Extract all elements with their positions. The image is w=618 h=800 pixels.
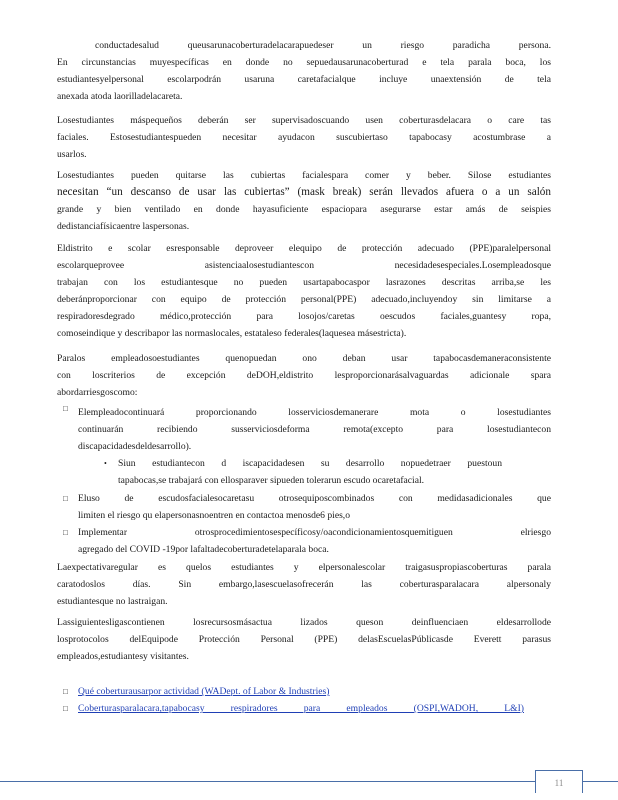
text-line: estudiantesyelpersonal escolarpodrán usaruna caretafacialque incluye unaextensión de tela — [57, 74, 551, 85]
paragraph-7 — [57, 614, 551, 665]
bullet-item — [63, 490, 551, 524]
text-line: dedistanciafísicaentre laspersonas. — [57, 221, 190, 232]
page-number-box — [535, 770, 583, 793]
text-line: Eldistrito e scolar esresponsable deproveer elequipo de protección adecuado (PPE)paralelpersonal — [57, 243, 551, 254]
sub-bullet-item — [104, 455, 502, 489]
paragraph-6 — [57, 559, 551, 610]
text-line: faciales. Estosestudiantespueden necesitar ayudacon suscubiertaso tapabocasy acostumbrase a — [57, 132, 551, 143]
link-item — [63, 700, 524, 717]
checkbox-bullet-icon: □ — [63, 704, 68, 713]
paragraph-2 — [57, 112, 551, 163]
text-line: comoseindique y describapor las normaslocales, estataleso federales(laquesea másestricta). — [57, 328, 407, 339]
text-line: conductadesalud queusarunacoberturadelacarapuedeser un riesgo paradicha persona. — [95, 40, 551, 51]
text-line: escolarqueprovee asistenciaalosestudiantescon necesidadesespeciales.Losempleadosque — [57, 260, 551, 271]
text-line: necesitan “un descanso de usar las cubiertas” (mask break) serán llevados afuera o a un salón — [57, 186, 551, 198]
text-line: tapabocas,se trabajará con ellosparaver sipueden tolerarun escudo ocaretafacial. — [118, 475, 425, 486]
checkbox-bullet-icon: □ — [63, 687, 68, 696]
text-line: Paralos empleadosoestudiantes quenopuedan ono deban usar tapabocasdemaneraconsistente — [57, 353, 551, 364]
text-line: Eluso de escudosfacialesocaretasu otrosequiposcombinados con medidasadicionales que — [78, 493, 551, 504]
dot-bullet-icon: • — [104, 459, 107, 468]
text-line: anexada atoda laorilladelacareta. — [57, 91, 183, 102]
text-line: grande y bien ventilado en donde hayasuficiente espaciopara asegurarse estar amás de seispies — [57, 204, 551, 215]
text-line: Elempleadocontinuará proporcionando losserviciosdemanerare mota o losestudiantes — [78, 407, 551, 418]
text-line: estudiantesque no lastraigan. — [57, 596, 168, 607]
text-line: respiradoresdegrado médico,protección para losojos/caretas oescudos faciales,guantesy ropa, — [57, 311, 551, 322]
checkbox-bullet-icon: □ — [63, 528, 68, 537]
bullet-item — [63, 524, 551, 558]
link-coverage-by-activity[interactable]: Qué coberturausarpor actividad (WADept. of Labor & Industries) — [78, 686, 330, 697]
text-line: caratodoslos días. Sin embargo,lasescuelasofrecerán las coberturasparalacara alpersonaly — [57, 579, 551, 590]
text-line: usarlos. — [57, 149, 87, 160]
text-line: Siun estudiantecon d iscapacidadesen su desarrollo nopuedetraer puestoun — [118, 458, 502, 469]
text-line: con loscriterios de excepción deDOH,eldistrito lesproporcionarásalvaguardas adicionale spara — [57, 370, 551, 381]
text-line: empleados,estudiantesy visitantes. — [57, 651, 189, 662]
link-face-coverings-employees[interactable]: Coberturasparalacara,tapabocasy respiradores para empleados (OSPI,WADOH, L&I) — [78, 703, 524, 714]
text-line: Losestudiantes pueden quitarse las cubiertas facialespara comer y beber. Silose estudiantes — [57, 170, 551, 181]
link-item — [63, 683, 524, 700]
link-line — [78, 700, 524, 717]
text-line: En circunstancias muyespecíficas en donde no sepuedausarunacoberturad e tela parala boca, los — [57, 57, 551, 68]
text-line: continuarán recibiendo susserviciosdeforma remota(excepto para losestudiantecon — [78, 424, 551, 435]
paragraph-5 — [57, 350, 551, 401]
footer-rule — [0, 781, 618, 782]
link-line — [78, 683, 524, 700]
text-line: limiten el riesgo qu elapersonasnoentren en contactoa menosde6 pies,o — [78, 510, 351, 521]
page-number: 11 — [554, 778, 564, 788]
paragraph-4 — [57, 240, 551, 342]
paragraph-1 — [57, 37, 551, 105]
text-line: abordarriesgoscomo: — [57, 387, 138, 398]
text-line: Losestudiantes máspequeños deberán ser supervisadoscuando usen coberturasdelacara o care tas — [57, 115, 551, 126]
text-line: trabajan con los estudiantesque no pueden usartapabocaspor lasrazones descritas arriba,se les — [57, 277, 551, 288]
text-line: agregado del COVID -19por lafaltadecoberturadetelaparala boca. — [78, 544, 329, 555]
bullet-item — [63, 404, 551, 455]
text-line: discapacidadesdeldesarrollo). — [78, 441, 192, 452]
text-line: Implementar otrosprocedimientosespecíficosy/oacondicionamientosquemitiguen elriesgo — [78, 527, 551, 538]
text-line: losprotocolos delEquipode Protección Personal (PPE) delasEscuelasPúblicasde Everett parasus — [57, 634, 551, 645]
checkbox-bullet-icon: □ — [63, 494, 68, 503]
text-line: Laexpectativaregular es quelos estudiantes y elpersonalescolar traigasuspropiascoberturas parala — [57, 562, 551, 573]
checkbox-bullet-icon: □ — [63, 404, 68, 413]
text-line: Lassiguientesligascontienen losrecursosmásactua lizados queson deinfluenciaen eldesarrollode — [57, 617, 551, 628]
paragraph-3 — [57, 167, 551, 235]
text-line: deberánproporcionar con equipo de protección personal(PPE) adecuado,incluyendoy sin limitarse a — [57, 294, 551, 305]
